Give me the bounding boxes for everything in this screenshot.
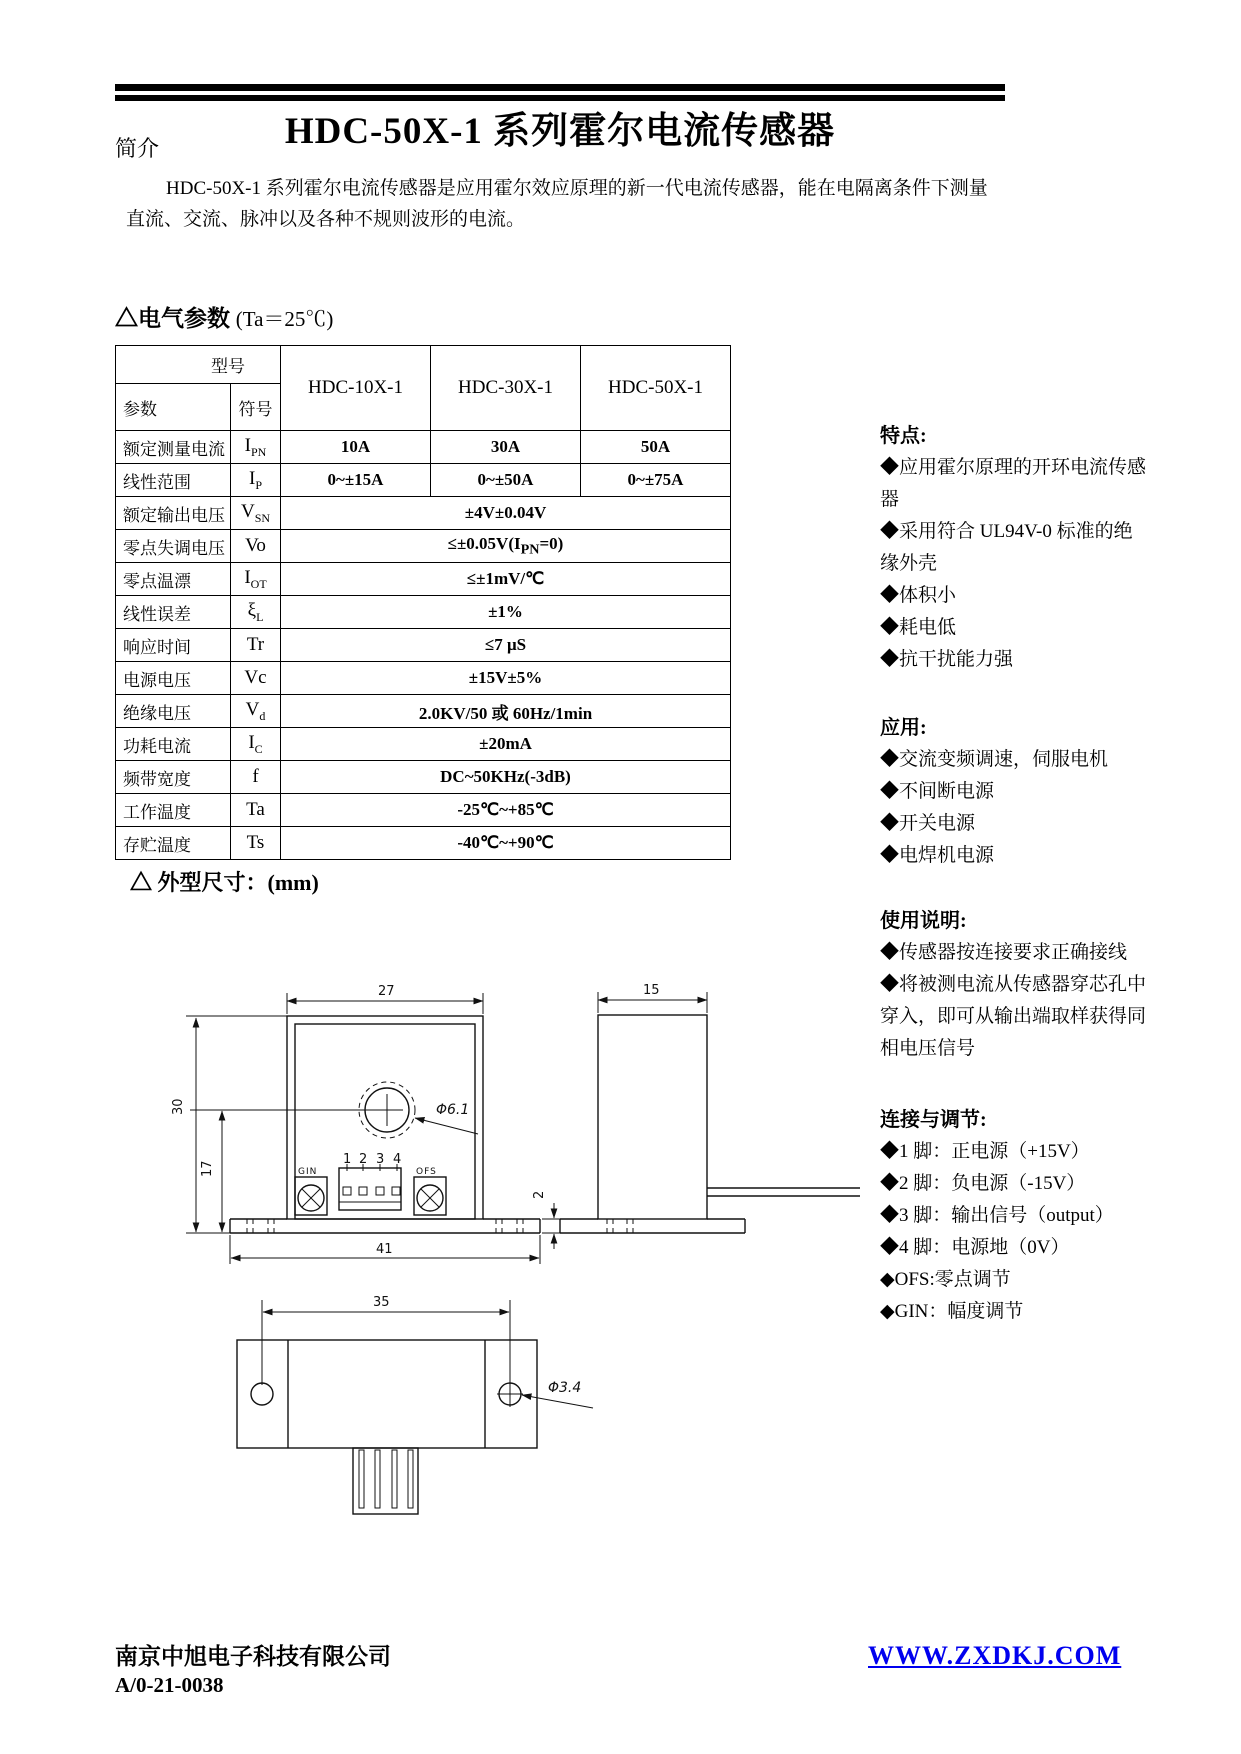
dim-side-width: 15 [643,983,660,998]
dim-flange-width: 41 [376,1242,393,1257]
sidebar-list-item: ◆将被测电流从传感器穿芯孔中穿入，即可从输出端取样获得同相电压信号 [880,974,1147,1059]
corner-param-label: 参数 [116,384,231,431]
symbol-cell: $I_P$ [231,464,281,497]
param-cell: 线性误差 [116,596,231,629]
table-row [116,794,731,827]
param-cell: 响应时间 [116,629,231,662]
electrical-heading-main: △电气参数 [115,306,230,331]
table-row [116,827,731,860]
sidebar-section-applications [880,712,1146,872]
param-cell: 线性范围 [116,464,231,497]
value-cell: 50A [581,431,731,464]
sidebar-list-item: ◆传感器按连接要求正确接线 [880,942,1128,963]
pin-label-1: 1 [343,1152,352,1167]
value-cell-span: 2.0KV/50 或 60Hz/1min [281,695,731,728]
sidebar-list-item: ◆4 脚：电源地（0V） [880,1237,1070,1258]
symbol-cell: $V_d$ [231,695,281,728]
corner-model-label: 型号 [116,346,281,384]
symbol-cell: f [231,761,281,794]
footer-doc-code: A/0-21-0038 [115,1673,224,1697]
sidebar-list-item: ◆采用符合 UL94V-0 标准的绝缘外壳 [880,521,1133,574]
gin-label: GIN [298,1167,318,1177]
value-cell-span: ±4V±0.04V [281,497,731,530]
sidebar-list-item: ◆2 脚：负电源（-15V） [880,1173,1086,1194]
symbol-cell: $\xi_L$ [231,596,281,629]
sidebar-list-item: ◆开关电源 [880,813,976,834]
table-row [116,629,731,662]
symbol-cell: $V_{SN}$ [231,497,281,530]
table-row [116,761,731,794]
param-cell: 电源电压 [116,662,231,695]
ofs-label: OFS [416,1167,437,1177]
param-cell: 功耗电流 [116,728,231,761]
sidebar-list-item: ◆3 脚：输出信号（output） [880,1205,1114,1226]
sidebar-section-usage-notes [880,905,1146,1065]
table-row [116,530,731,563]
dim-flange-thickness: 2 [532,1190,547,1199]
param-cell: 存贮温度 [116,827,231,860]
symbol-cell: Ts [231,827,281,860]
sidebar-list-item: ◆应用霍尔原理的开环电流传感器 [880,457,1147,510]
symbol-cell: Ta [231,794,281,827]
table-row [116,662,731,695]
table-row [116,464,731,497]
dim-front-height: 30 [171,1098,186,1115]
symbol-cell: Tr [231,629,281,662]
param-cell: 零点失调电压 [116,530,231,563]
table-row [116,728,731,761]
model-header: HDC-30X-1 [431,346,581,431]
sidebar-section-title: 连接与调节: [880,1109,987,1131]
value-cell-span: DC~50KHz(-3dB) [281,761,731,794]
param-cell: 频带宽度 [116,761,231,794]
sidebar-list-item: ◆GIN：幅度调节 [880,1301,1024,1322]
model-header: HDC-50X-1 [581,346,731,431]
sidebar-list-item: ◆抗干扰能力强 [880,649,1014,670]
model-header: HDC-10X-1 [281,346,431,431]
value-cell-span: $\le\pm 0.05V(I_{PN}=0)$ [281,530,731,563]
symbol-cell: $I_C$ [231,728,281,761]
dim-front-width: 27 [378,984,395,999]
value-cell-span: -25℃~+85℃ [281,794,731,827]
value-cell: 10A [281,431,431,464]
table-header-row-model [116,346,731,384]
param-cell: 工作温度 [116,794,231,827]
intro-label: 简介 [115,136,160,161]
value-cell-span: ≤±1mV/℃ [281,563,731,596]
sidebar-section-connections [880,1104,1146,1328]
front-view [171,984,562,1264]
value-cell-span: ≤7 μS [281,629,731,662]
pin-label-2: 2 [359,1152,368,1167]
value-cell: 30A [431,431,581,464]
param-cell: 额定输出电压 [116,497,231,530]
table-row [116,563,731,596]
symbol-cell: $I_{PN}$ [231,431,281,464]
symbol-cell: Vo [231,530,281,563]
section-heading-dimensions: △ 外型尺寸：(mm) [130,870,319,895]
sidebar-list-item: ◆1 脚：正电源（+15V） [880,1141,1090,1162]
value-cell-span: ±20mA [281,728,731,761]
sidebar-list-item: ◆OFS:零点调节 [880,1269,1011,1290]
sidebar-list-item: ◆电焊机电源 [880,845,995,866]
value-cell-span: ±1% [281,596,731,629]
value-cell-span: -40℃~+90℃ [281,827,731,860]
sidebar-section-title: 使用说明: [880,910,967,932]
sidebar-section-title: 应用: [880,717,927,739]
table-row [116,596,731,629]
symbol-cell: Vc [231,662,281,695]
dim-hole-pitch: 35 [373,1295,390,1310]
dimension-drawing [110,915,870,1615]
table-row [116,497,731,530]
param-cell: 额定测量电流 [116,431,231,464]
value-cell-span: ±15V±5% [281,662,731,695]
electrical-heading-note: (Ta＝25℃) [235,307,334,331]
header-double-rule [115,84,1005,101]
param-cell: 零点温漂 [116,563,231,596]
pin-label-4: 4 [393,1152,402,1167]
side-view [560,983,860,1233]
sidebar-section-features [880,420,1146,676]
dim-aperture-diameter: Φ6.1 [436,1102,470,1118]
section-heading-electrical [115,300,333,333]
symbol-cell: $I_{OT}$ [231,563,281,596]
sidebar-list-item: ◆体积小 [880,585,957,606]
value-cell: 0~±15A [281,464,431,497]
intro-paragraph: HDC-50X-1 系列霍尔电流传感器是应用霍尔效应原理的新一代电流传感器，能在电隔离条件下测量直流、交流、脉冲以及各种不规则波形的电流。 [126,178,988,230]
table-row [116,695,731,728]
sidebar-list-item: ◆交流变频调速，伺服电机 [880,749,1109,770]
dim-hole-height: 17 [200,1160,215,1177]
value-cell: 0~±75A [581,464,731,497]
bottom-view [237,1295,593,1514]
pin-label-3: 3 [376,1152,385,1167]
footer-website-link[interactable]: WWW.ZXDKJ.COM [868,1641,1122,1670]
page-title: HDC-50X-1 系列霍尔电流传感器 [284,111,836,152]
corner-symbol-label: 符号 [231,384,281,431]
table-row [116,431,731,464]
dim-mount-hole-diameter: Φ3.4 [548,1380,582,1396]
parameters-table [115,345,731,860]
value-cell: 0~±50A [431,464,581,497]
sidebar-list-item: ◆耗电低 [880,617,957,638]
param-cell: 绝缘电压 [116,695,231,728]
sidebar-section-title: 特点: [880,425,927,447]
sidebar-list-item: ◆不间断电源 [880,781,995,802]
footer-company: 南京中旭电子科技有限公司 [115,1644,391,1669]
